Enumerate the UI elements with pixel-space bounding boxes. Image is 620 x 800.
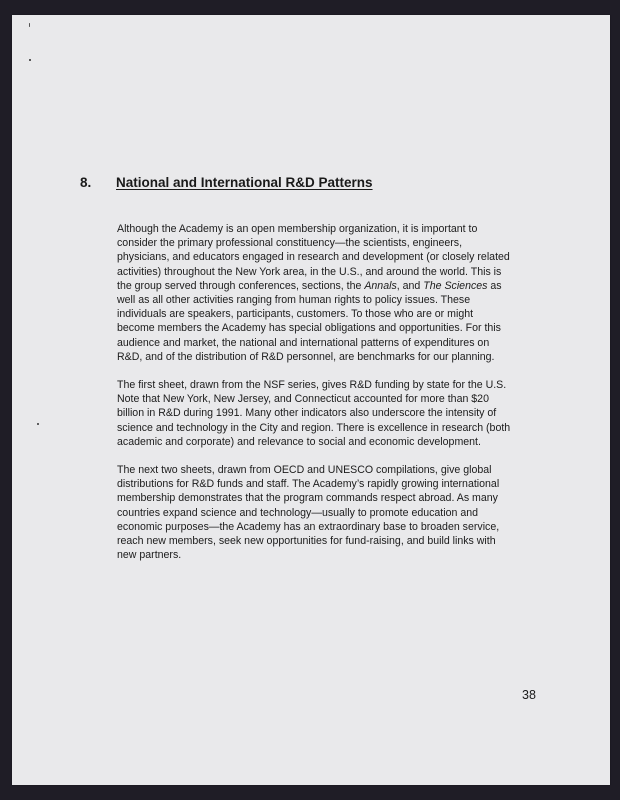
- text-line: physicians, and educators engaged in research and development (or closely related: [117, 251, 510, 264]
- text-line: distributions for R&D funds and staff. The Academy’s rapidly growing international: [117, 478, 500, 491]
- text-line: The next two sheets, drawn from OECD and UNESCO compilations, give global: [117, 464, 492, 477]
- text-line: economic purposes—the Academy has an extraordinary base to broaden service,: [117, 520, 500, 533]
- scan-speck: [29, 23, 30, 27]
- section-title: National and International R&D Patterns: [116, 175, 373, 190]
- text-line: billion in R&D during 1991. Many other indicators also underscore the intensity of: [117, 407, 497, 420]
- text-line: individuals are speakers, participants, customers. To those who are or might: [117, 308, 474, 321]
- text-line: science and technology in the City and region. There is excellence in research (both: [117, 421, 511, 434]
- section-number: 8.: [80, 175, 92, 190]
- text-line: countries expand science and technology—usually to promote education and: [117, 506, 479, 519]
- text-line: become members the Academy has special obligations and opportunities. For this: [117, 322, 501, 335]
- scan-speck: [29, 59, 31, 61]
- text-line: activities) throughout the New York area, in the U.S., and around the world. This is: [117, 265, 502, 278]
- body-text: [117, 222, 557, 576]
- publication-title: Annals: [364, 279, 397, 292]
- paragraph-intro: [117, 222, 557, 364]
- text-line: reach new members, seek new opportunities for fund-raising, and build links with: [117, 535, 496, 548]
- publication-title: The Sciences: [423, 279, 488, 292]
- page-number: 38: [522, 688, 536, 702]
- text-line: membership demonstrates that the program commands respect abroad. As many: [117, 492, 498, 505]
- paragraph-nsf: [117, 378, 557, 449]
- scan-speck: [37, 423, 39, 425]
- text-line: audience and market, the national and international patterns of expenditures on: [117, 336, 490, 349]
- text-line: The first sheet, drawn from the NSF series, gives R&D funding by state for the U.S.: [117, 379, 507, 392]
- text-line: the group served through conferences, sections, the Annals, and The Sciences as: [117, 279, 502, 292]
- text-line: academic and corporate) and relevance to social and economic development.: [117, 435, 481, 448]
- text-line: new partners.: [117, 549, 182, 562]
- paragraph-oecd-unesco: [117, 463, 557, 562]
- text-line: R&D, and of the distribution of R&D personnel, are benchmarks for our planning.: [117, 350, 495, 363]
- text-line: Note that New York, New Jersey, and Connecticut accounted for more than $20: [117, 393, 489, 406]
- section-heading: [80, 175, 373, 190]
- text-line: Although the Academy is an open membership organization, it is important to: [117, 223, 478, 235]
- text-line: well as all other activities ranging from human rights to policy issues. These: [117, 294, 471, 307]
- text-line: consider the primary professional constituency—the scientists, engineers,: [117, 237, 463, 250]
